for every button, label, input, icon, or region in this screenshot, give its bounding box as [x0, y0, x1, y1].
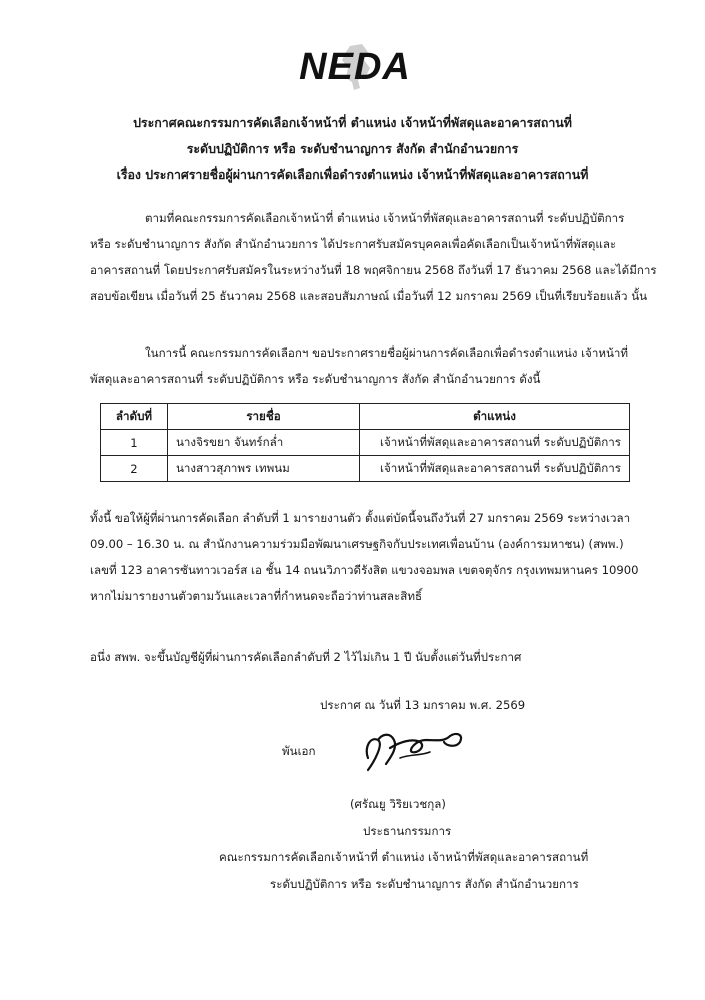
paragraph-report-instructions — [90, 505, 639, 609]
row-name: นางสาวสุภาพร เทพนม — [168, 456, 360, 482]
paragraph-3-line-3: เลขที่ 123 อาคารซันทาวเวอร์ส เอ ชั้น 14 ถนนวิภาวดีรังสิต แขวงจอมพล เขตจตุจักร กรุงเทพมหานคร 10900 — [90, 563, 639, 577]
paragraph-1-line-1: ตามที่คณะกรรมการคัดเลือกเจ้าหน้าที่ ตำแหน่ง เจ้าหน้าที่พัสดุและอาคารสถานที่ ระดับปฏิบัติการ — [145, 211, 625, 225]
heading-line-1: ประกาศคณะกรรมการคัดเลือกเจ้าหน้าที่ ตำแหน่ง เจ้าหน้าที่พัสดุและอาคารสถานที่ — [133, 115, 572, 130]
heading-line-2: ระดับปฏิบัติการ หรือ ระดับชำนาญการ สังกัด สำนักอำนวยการ — [186, 141, 519, 156]
committee-title-line-1: คณะกรรมการคัดเลือกเจ้าหน้าที่ ตำแหน่ง เจ้าหน้าที่พัสดุและอาคารสถานที่ — [219, 850, 589, 864]
paragraph-3-line-4: หากไม่มารายงานตัวตามวันและเวลาที่กำหนดจะถือว่าท่านสละสิทธิ์ — [90, 589, 423, 603]
signer-title: ประธานกรรมการ — [363, 824, 452, 838]
paragraph-3-line-1: ทั้งนี้ ขอให้ผู้ที่ผ่านการคัดเลือก ลำดับที่ 1 มารายงานตัว ตั้งแต่บัดนี้จนถึงวันที่ 27 มกราคม 2569 ระหว่างเวลา — [90, 511, 631, 525]
neda-logo — [300, 42, 410, 92]
table-row — [101, 456, 630, 482]
row-name: นางจิรขยา จันทร์กล่ำ — [168, 430, 360, 456]
paragraph-1-line-3: อาคารสถานที่ โดยประกาศรับสมัครในระหว่างวันที่ 18 พฤศจิกายน 2568 ถึงวันที่ 17 ธันวาคม 2568 และได้มีการ — [90, 263, 657, 277]
results-table — [100, 403, 630, 482]
committee-title-line-2: ระดับปฏิบัติการ หรือ ระดับชำนาญการ สังกัด สำนักอำนวยการ — [270, 877, 579, 891]
paragraph-background — [90, 205, 657, 309]
paragraph-2-line-1: ในการนี้ คณะกรรมการคัดเลือกฯ ขอประกาศรายชื่อผู้ผ่านการคัดเลือกเพื่อดำรงตำแหน่ง เจ้าหน้าที่ — [145, 346, 629, 360]
signer-name: (ศรัณยู วิริยเวชกุล) — [350, 797, 446, 811]
table-header-row — [101, 404, 630, 430]
row-no: 1 — [101, 430, 168, 456]
header-name: รายชื่อ — [168, 404, 360, 430]
row-position: เจ้าหน้าที่พัสดุและอาคารสถานที่ ระดับปฏิบัติการ — [360, 456, 630, 482]
paragraph-reserve-list: อนึ่ง สพพ. จะขึ้นบัญชีผู้ที่ผ่านการคัดเลือกลำดับที่ 2 ไว้ไม่เกิน 1 ปี นับตั้งแต่วันที่ประกาศ — [90, 650, 522, 664]
handwritten-signature — [360, 718, 470, 778]
table-row — [101, 430, 630, 456]
paragraph-1-line-4: สอบข้อเขียน เมื่อวันที่ 25 ธันวาคม 2568 และสอบสัมภาษณ์ เมื่อวันที่ 12 มกราคม 2569 เป็นที่เรียบร้อยแล้ว นั้น — [90, 289, 648, 303]
header-position: ตำแหน่ง — [360, 404, 630, 430]
logo-text: NEDA — [299, 45, 411, 88]
heading-line-3: เรื่อง ประกาศรายชื่อผู้ผ่านการคัดเลือกเพื่อดำรงตำแหน่ง เจ้าหน้าที่พัสดุและอาคารสถานที่ — [116, 167, 589, 182]
paragraph-3-line-2: 09.00 – 16.30 น. ณ สำนักงานความร่วมมือพัฒนาเศรษฐกิจกับประเทศเพื่อนบ้าน (องค์การมหาชน) (สพพ.) — [90, 537, 624, 551]
row-position: เจ้าหน้าที่พัสดุและอาคารสถานที่ ระดับปฏิบัติการ — [360, 430, 630, 456]
announcement-date: ประกาศ ณ วันที่ 13 มกราคม พ.ศ. 2569 — [320, 698, 526, 712]
paragraph-2-line-2: พัสดุและอาคารสถานที่ ระดับปฏิบัติการ หรือ ระดับชำนาญการ สังกัด สำนักอำนวยการ ดังนี้ — [90, 372, 541, 386]
paragraph-intro-list — [90, 340, 628, 392]
paragraph-1-line-2: หรือ ระดับชำนาญการ สังกัด สำนักอำนวยการ ได้ประกาศรับสมัครบุคคลเพื่อคัดเลือกเป็นเจ้าหน้าที่พัสดุและ — [90, 237, 617, 251]
row-no: 2 — [101, 456, 168, 482]
announcement-heading — [40, 110, 665, 188]
signer-rank: พันเอก — [282, 744, 316, 758]
header-no: ลำดับที่ — [101, 404, 168, 430]
